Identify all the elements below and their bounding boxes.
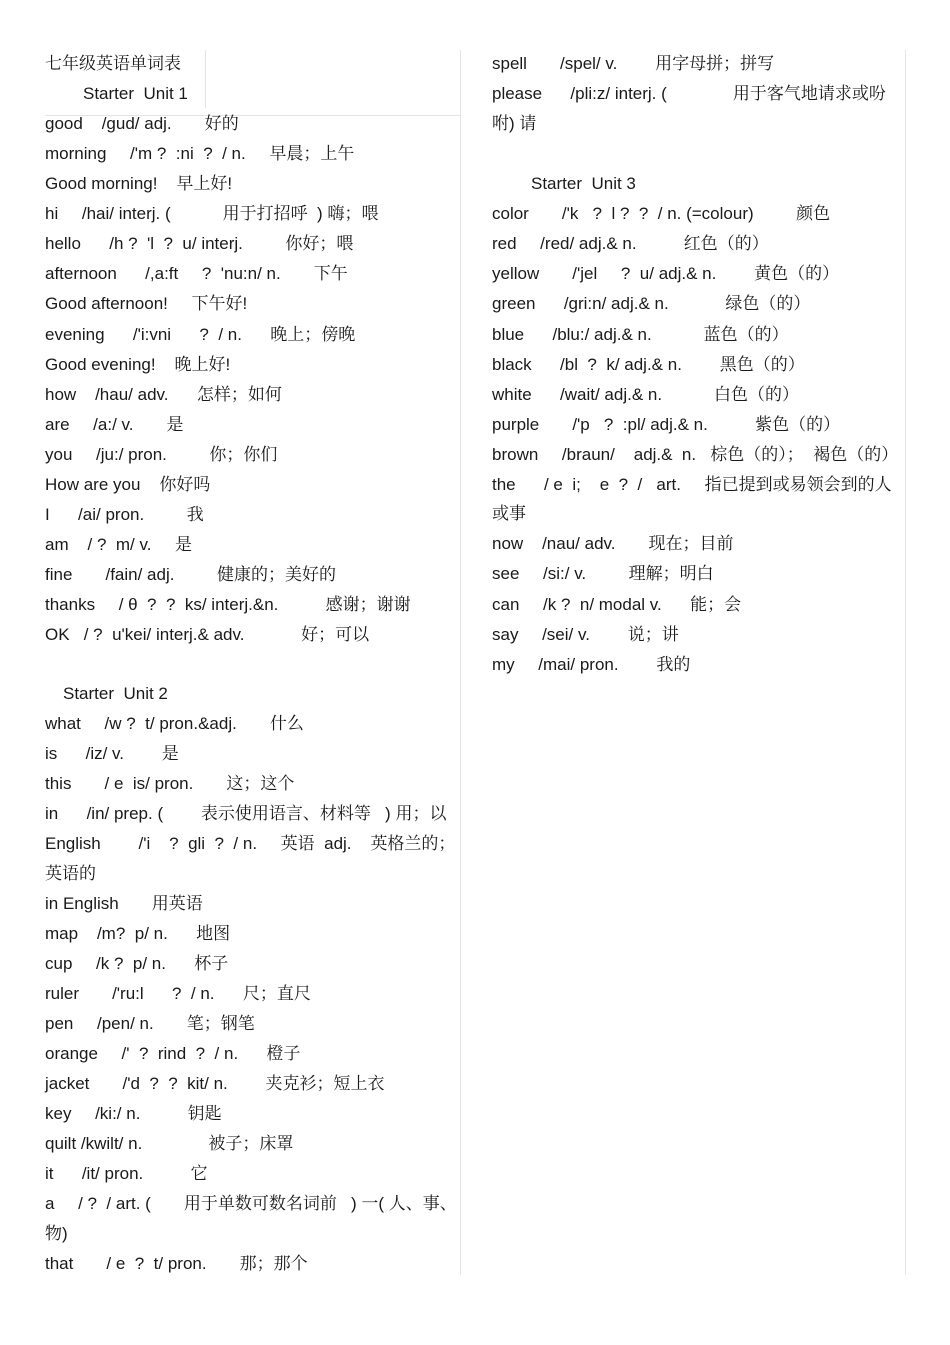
word-entry: say /sei/ v. 说；讲 bbox=[492, 625, 679, 644]
word-entry: afternoon /,a:ft ? 'nu:n/ n. 下午 bbox=[45, 264, 348, 283]
word-entry: good /gud/ adj. 好的 bbox=[45, 114, 239, 133]
unit-heading: Starter Unit 2 bbox=[63, 684, 168, 703]
word-entry: 物) bbox=[45, 1224, 68, 1243]
word-entry: OK / ? u'kei/ interj.& adv. 好；可以 bbox=[45, 625, 370, 644]
word-entry: Good afternoon! 下午好! bbox=[45, 294, 248, 313]
word-entry: I /ai/ pron. 我 bbox=[45, 505, 204, 524]
word-entry: key /ki:/ n. 钥匙 bbox=[45, 1104, 222, 1123]
word-entry: this / e is/ pron. 这；这个 bbox=[45, 774, 295, 793]
word-entry: hello /h ? 'l ? u/ interj. 你好；喂 bbox=[45, 234, 354, 253]
word-entry: hi /hai/ interj. ( 用于打招呼 ) 嗨；喂 bbox=[45, 204, 379, 223]
word-entry: is /iz/ v. 是 bbox=[45, 744, 179, 763]
word-entry: blue /blu:/ adj.& n. 蓝色（的） bbox=[492, 325, 789, 344]
word-entry: you /ju:/ pron. 你；你们 bbox=[45, 445, 278, 464]
word-entry: Good evening! 晚上好! bbox=[45, 355, 231, 374]
word-entry: fine /fain/ adj. 健康的；美好的 bbox=[45, 565, 336, 584]
word-entry: pen /pen/ n. 笔；钢笔 bbox=[45, 1014, 255, 1033]
word-entry: my /mai/ pron. 我的 bbox=[492, 655, 691, 674]
word-entry: orange /' ? rind ? / n. 橙子 bbox=[45, 1044, 301, 1063]
unit-heading: Starter Unit 3 bbox=[531, 174, 636, 193]
word-entry: 或事 bbox=[492, 504, 526, 523]
word-entry: Good morning! 早上好! bbox=[45, 174, 233, 193]
word-entry: what /w ? t/ pron.&adj. 什么 bbox=[45, 714, 304, 733]
word-entry: it /it/ pron. 它 bbox=[45, 1164, 208, 1183]
word-entry: quilt /kwilt/ n. 被子；床罩 bbox=[45, 1134, 294, 1153]
word-entry: a / ? / art. ( 用于单数可数名词前 ) 一( 人、事、 bbox=[45, 1194, 457, 1213]
word-entry: purple /'p ? :pl/ adj.& n. 紫色（的） bbox=[492, 415, 841, 434]
word-entry: the / e i; e ? / art. 指已提到或易领会到的人 bbox=[492, 475, 892, 494]
word-entry: in /in/ prep. ( 表示使用语言、材料等 ) 用；以 bbox=[45, 804, 447, 823]
word-entry: black /bl ? k/ adj.& n. 黑色（的） bbox=[492, 355, 805, 374]
word-entry: 咐) 请 bbox=[492, 114, 537, 133]
word-entry: that / e ? t/ pron. 那；那个 bbox=[45, 1254, 308, 1273]
word-entry: cup /k ? p/ n. 杯子 bbox=[45, 954, 229, 973]
word-entry: yellow /'jel ? u/ adj.& n. 黄色（的） bbox=[492, 264, 840, 283]
word-entry: can /k ? n/ modal v. 能；会 bbox=[492, 595, 742, 614]
column-divider bbox=[460, 50, 461, 1275]
right-border bbox=[905, 50, 906, 1275]
unit-heading: Starter Unit 1 bbox=[83, 84, 188, 103]
word-entry: now /nau/ adv. 现在；目前 bbox=[492, 534, 734, 553]
word-entry: spell /spel/ v. 用字母拼；拼写 bbox=[492, 54, 775, 73]
word-entry: how /hau/ adv. 怎样；如何 bbox=[45, 385, 282, 404]
word-entry: jacket /'d ? ? kit/ n. 夹克衫；短上衣 bbox=[45, 1074, 385, 1093]
word-entry: are /a:/ v. 是 bbox=[45, 415, 184, 434]
word-entry: morning /'m ? :ni ? / n. 早晨；上午 bbox=[45, 144, 355, 163]
word-entry: ruler /'ru:l ? / n. 尺；直尺 bbox=[45, 984, 311, 1003]
word-entry: see /si:/ v. 理解；明白 bbox=[492, 564, 714, 583]
word-entry: am / ? m/ v. 是 bbox=[45, 535, 193, 554]
word-entry: English /'i ? gli ? / n. 英语 adj. 英格兰的； bbox=[45, 834, 456, 853]
word-entry: red /red/ adj.& n. 红色（的） bbox=[492, 234, 769, 253]
word-entry: brown /braun/ adj.& n. 棕色（的）； 褐色（的） bbox=[492, 445, 899, 464]
word-entry: How are you 你好吗 bbox=[45, 475, 211, 494]
word-entry: evening /'i:vni ? / n. 晚上；傍晚 bbox=[45, 325, 356, 344]
word-entry: thanks / θ ? ? ks/ interj.&n. 感谢；谢谢 bbox=[45, 595, 411, 614]
page-title: 七年级英语单词表 bbox=[45, 54, 181, 73]
word-entry: map /m? p/ n. 地图 bbox=[45, 924, 231, 943]
word-entry: white /wait/ adj.& n. 白色（的） bbox=[492, 385, 800, 404]
word-entry: in English 用英语 bbox=[45, 894, 203, 913]
word-entry: green /gri:n/ adj.& n. 绿色（的） bbox=[492, 294, 811, 313]
header-divider bbox=[205, 50, 206, 108]
word-entry: please /pli:z/ interj. ( 用于客气地请求或吩 bbox=[492, 84, 886, 103]
word-entry: color /'k ? l ? ? / n. (=colour) 颜色 bbox=[492, 204, 831, 223]
word-entry: 英语的 bbox=[45, 864, 96, 883]
